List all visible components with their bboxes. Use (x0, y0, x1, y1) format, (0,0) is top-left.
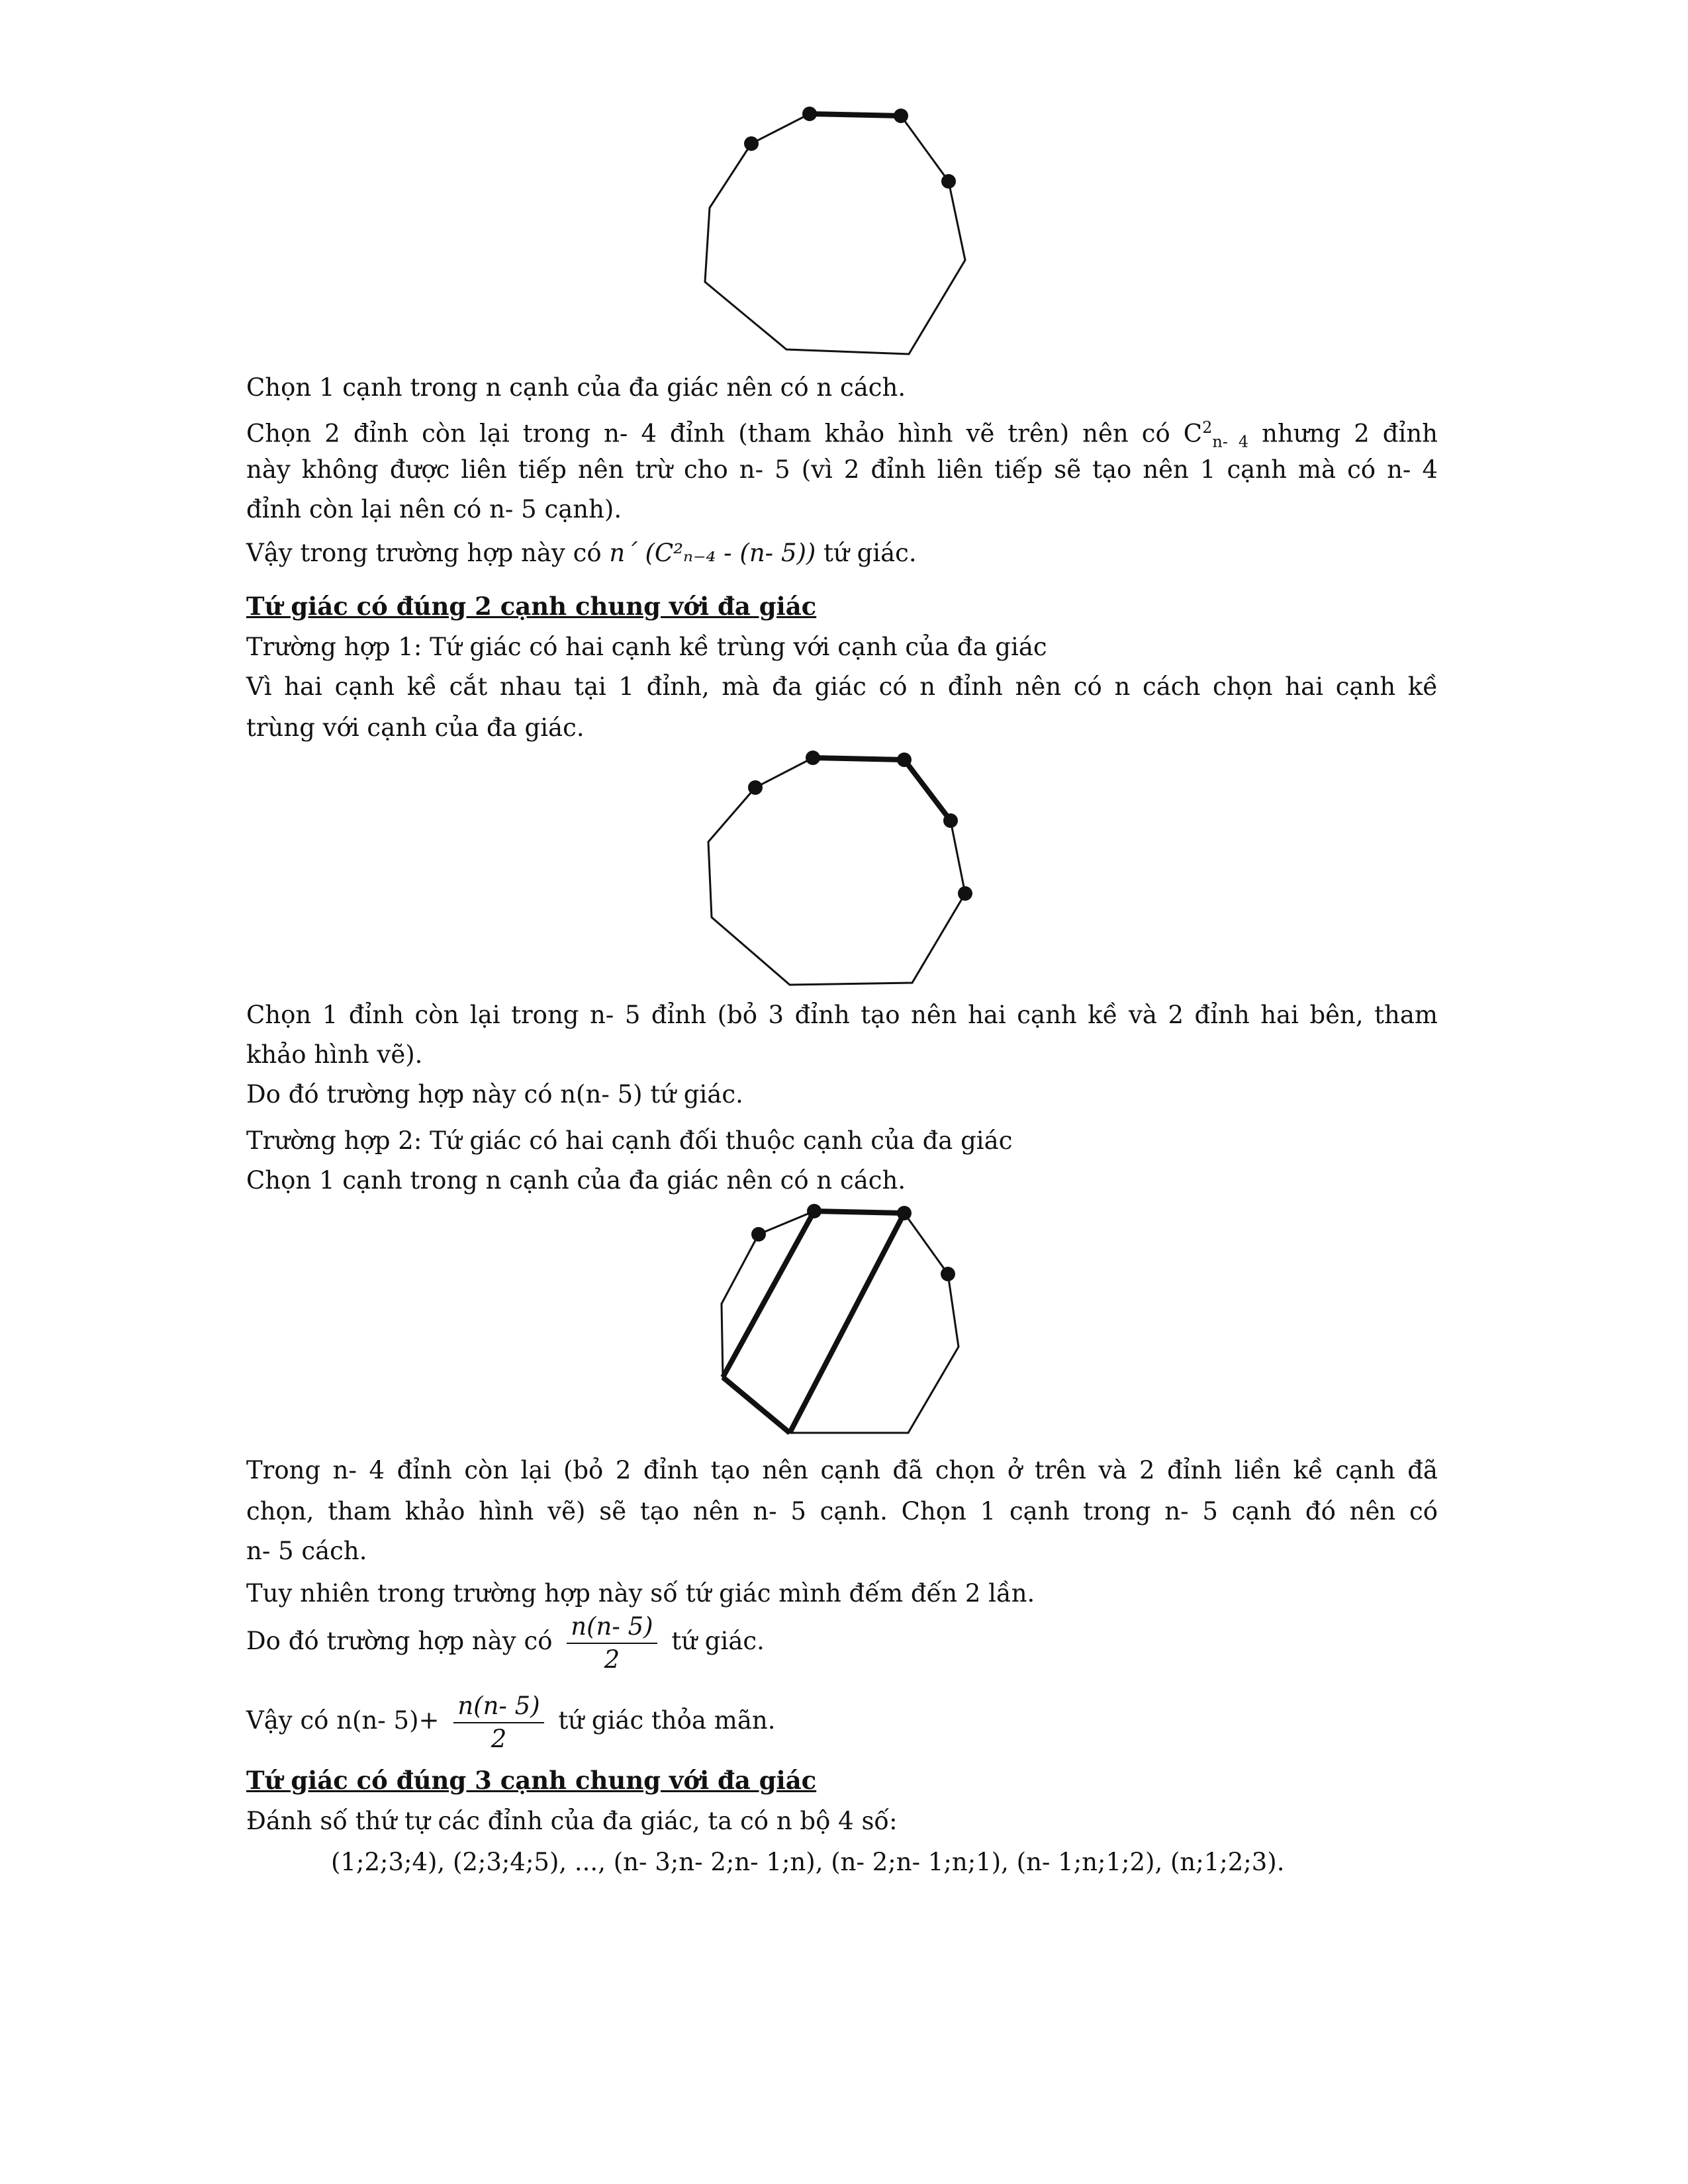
vertex-dot (897, 1206, 912, 1220)
vertex-dot (943, 813, 958, 828)
paragraph: Chọn 2 đỉnh còn lại trong n- 4 đỉnh (tham khảo hình vẽ trên) nên có $C^2_{n- 4}$ nhưng 2 đỉnh (246, 418, 1438, 451)
paragraph: này không được liên tiếp nên trừ cho n- 5 (vì 2 đỉnh liên tiếp sẽ tạo nên 1 cạnh mà có n- 4 (246, 455, 1438, 484)
polygon-figure-1 (688, 99, 993, 364)
paragraph: Chọn 1 đỉnh còn lại trong n- 5 đỉnh (bỏ 3 đỉnh tạo nên hai cạnh kề và 2 đỉnh hai bên, tham (246, 1001, 1438, 1029)
highlight-edge (810, 114, 901, 116)
paragraph: Do đó trường hợp này có $\frac{n(n- 5)}{2}$ tứ giác. (246, 1608, 1438, 1676)
section-heading: Tứ giác có đúng 2 cạnh chung với đa giác (246, 592, 817, 621)
paragraph: trùng với cạnh của đa giác. (246, 713, 585, 742)
vertex-dot (751, 1227, 766, 1242)
paragraph: khảo hình vẽ). (246, 1040, 423, 1069)
paragraph: Vì hai cạnh kề cắt nhau tại 1 đỉnh, mà đa giác có n đỉnh nên có n cách chọn hai cạnh kề (246, 672, 1438, 701)
paragraph: (1;2;3;4), (2;3;4;5), ..., (n- 3;n- 2;n- 1;n), (n- 2;n- 1;n;1), (n- 1;n;1;2), (n;1;2;3). (331, 1848, 1285, 1876)
paragraph: Chọn 1 cạnh trong n cạnh của đa giác nên có n cách. (246, 373, 906, 402)
vertex-dot (748, 780, 763, 795)
top-edge (814, 1211, 904, 1213)
vertex-dot (744, 136, 759, 151)
polygon-outline (722, 1211, 959, 1433)
polygon-figure-3 (695, 1195, 980, 1446)
diagonal-right (790, 1213, 904, 1433)
paragraph: Do đó trường hợp này có n(n- 5) tứ giác. (246, 1080, 743, 1109)
vertex-dot (806, 751, 820, 765)
paragraph: Chọn 1 cạnh trong n cạnh của đa giác nên có n cách. (246, 1166, 906, 1195)
vertex-dot (894, 109, 908, 123)
paragraph: chọn, tham khảo hình vẽ) sẽ tạo nên n- 5 cạnh. Chọn 1 cạnh trong n- 5 cạnh đó nên có (246, 1497, 1438, 1525)
paragraph: Trường hợp 2: Tứ giác có hai cạnh đối thuộc cạnh của đa giác (246, 1126, 1013, 1155)
fraction: $\frac{n(n- 5)}{2}$ (453, 1690, 543, 1755)
vertex-dot (807, 1204, 821, 1218)
vertex-dot (802, 107, 817, 121)
fraction: $\frac{n(n- 5)}{2}$ (567, 1611, 657, 1676)
bottom-edge (723, 1377, 790, 1433)
vertex-dot (958, 886, 972, 901)
highlight-edges (813, 758, 951, 821)
polygon-outline (705, 114, 965, 354)
paragraph: đỉnh còn lại nên có n- 5 cạnh). (246, 495, 622, 523)
vertex-dot (897, 752, 912, 767)
paragraph: n- 5 cách. (246, 1537, 367, 1565)
diagonal-left (723, 1211, 814, 1377)
paragraph: Đánh số thứ tự các đỉnh của đa giác, ta có n bộ 4 số: (246, 1807, 898, 1835)
vertex-dot (941, 1267, 955, 1281)
polygon-figure-2 (688, 741, 993, 993)
paragraph: Tuy nhiên trong trường hợp này số tứ giác mình đếm đến 2 lần. (246, 1579, 1035, 1608)
paragraph: Vậy có n(n- 5)+ $\frac{n(n- 5)}{2}$ tứ giác thỏa mãn. (246, 1688, 1438, 1755)
paragraph: Vậy trong trường hợp này có n´ (C²ₙ₋₄ - (n- 5)) tứ giác. (246, 539, 917, 567)
paragraph: Trong n- 4 đỉnh còn lại (bỏ 2 đỉnh tạo nên cạnh đã chọn ở trên và 2 đỉnh liền kề cạnh đã (246, 1456, 1438, 1484)
paragraph: Trường hợp 1: Tứ giác có hai cạnh kề trùng với cạnh của đa giác (246, 633, 1047, 661)
vertex-dot (941, 174, 956, 189)
section-heading: Tứ giác có đúng 3 cạnh chung với đa giác (246, 1766, 817, 1795)
